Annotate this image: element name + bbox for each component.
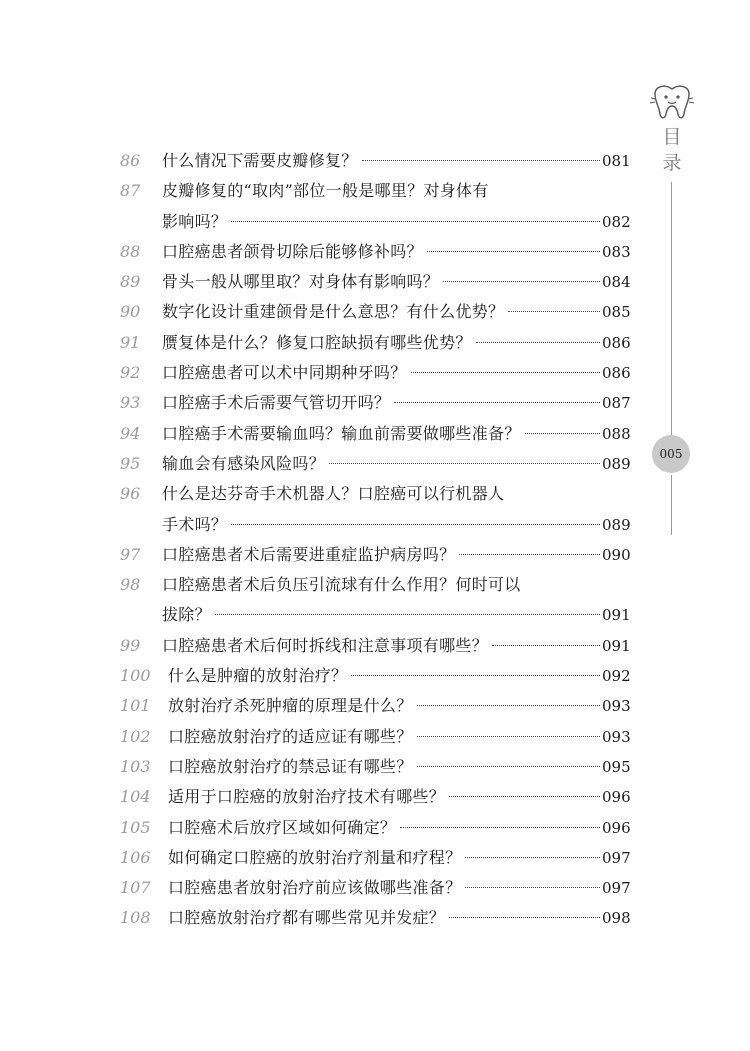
side-divider-top — [671, 182, 672, 435]
entry-page: 096 — [602, 818, 631, 837]
entry-page: 097 — [602, 848, 631, 867]
toc-entry[interactable] — [120, 631, 630, 661]
toc-entry[interactable] — [120, 146, 630, 176]
dot-leader — [351, 675, 600, 676]
entry-page: 087 — [602, 394, 631, 413]
entry-title: 口腔癌患者颌骨切除后能够修补吗？ — [162, 241, 423, 261]
entry-title: 输血会有感染风险吗？ — [162, 453, 326, 473]
toc-entry[interactable] — [120, 873, 630, 903]
entry-number: 108 — [120, 908, 151, 928]
entry-number: 98 — [120, 575, 141, 595]
entry-number: 107 — [120, 878, 151, 898]
dot-leader — [443, 281, 600, 282]
entry-number: 87 — [120, 181, 141, 201]
entry-title: 如何确定口腔癌的放射治疗剂量和疗程？ — [168, 847, 462, 867]
entry-title: 骨头一般从哪里取？对身体有影响吗？ — [162, 272, 440, 292]
dot-leader — [476, 342, 600, 343]
dot-leader — [400, 827, 600, 828]
toc-entry[interactable] — [120, 540, 630, 570]
entry-page: 084 — [602, 273, 631, 292]
entry-page: 090 — [602, 545, 631, 564]
entry-title: 什么是达芬奇手术机器人？口腔癌可以行机器人 — [162, 484, 505, 504]
dot-leader — [417, 705, 600, 706]
entry-title-continued: 影响吗？ — [162, 211, 228, 231]
entry-number: 93 — [120, 393, 141, 413]
entry-number: 106 — [120, 847, 151, 867]
entry-title: 口腔癌患者术后何时拆线和注意事项有哪些？ — [162, 635, 489, 655]
dot-leader — [525, 433, 600, 434]
entry-number: 103 — [120, 756, 151, 776]
entry-title: 适用于口腔癌的放射治疗技术有哪些？ — [168, 787, 446, 807]
toc-side-title — [661, 124, 683, 176]
entry-number: 90 — [120, 302, 141, 322]
toc-entry[interactable] — [120, 176, 630, 237]
dot-leader — [465, 887, 600, 888]
toc-entry[interactable] — [120, 297, 630, 327]
toc-entry[interactable] — [120, 843, 630, 873]
entry-number: 91 — [120, 332, 141, 352]
dot-leader — [508, 311, 600, 312]
entry-title: 口腔癌放射治疗的适应证有哪些？ — [168, 726, 413, 746]
toc-entry[interactable] — [120, 328, 630, 358]
toc-entry[interactable] — [120, 570, 630, 631]
entry-page: 082 — [602, 212, 631, 231]
dot-leader — [362, 160, 600, 161]
side-divider-bottom — [671, 475, 672, 535]
side-title-char: 录 — [662, 152, 682, 174]
entry-page: 097 — [602, 879, 631, 898]
dot-leader — [459, 554, 600, 555]
entry-number: 97 — [120, 544, 141, 564]
entry-title: 放射治疗杀死肿瘤的原理是什么？ — [168, 696, 413, 716]
entry-title: 什么情况下需要皮瓣修复？ — [162, 151, 358, 170]
toc-entry[interactable] — [120, 782, 630, 812]
toc-entry[interactable] — [120, 358, 630, 388]
entry-number: 101 — [120, 696, 151, 716]
entry-page: 088 — [602, 424, 631, 443]
toc-entry[interactable] — [120, 267, 630, 297]
toc-entry[interactable] — [120, 449, 630, 479]
entry-page: 098 — [602, 909, 631, 928]
dot-leader — [427, 251, 600, 252]
entry-title-continued: 手术吗？ — [162, 514, 228, 534]
toc-entry[interactable] — [120, 661, 630, 691]
dot-leader — [417, 736, 600, 737]
dot-leader — [411, 372, 600, 373]
entry-page: 086 — [602, 333, 631, 352]
entry-page: 093 — [602, 727, 631, 746]
entry-number: 100 — [120, 666, 151, 686]
entry-title-continued: 拔除？ — [162, 605, 211, 625]
entry-title: 口腔癌患者可以术中同期种牙吗？ — [162, 363, 407, 383]
entry-title: 口腔癌放射治疗都有哪些常见并发症？ — [168, 908, 446, 928]
entry-title: 口腔癌手术需要输血吗？输血前需要做哪些准备？ — [162, 423, 521, 443]
entry-page: 081 — [602, 152, 631, 170]
dot-leader — [231, 524, 600, 525]
entry-title: 皮瓣修复的“取肉”部位一般是哪里？对身体有 — [162, 181, 489, 201]
entry-page: 089 — [602, 454, 631, 473]
toc-entry[interactable] — [120, 722, 630, 752]
toc-entry[interactable] — [120, 752, 630, 782]
entry-number: 99 — [120, 635, 141, 655]
entry-title: 口腔癌放射治疗的禁忌证有哪些？ — [168, 756, 413, 776]
dot-leader — [231, 221, 600, 222]
toc-entry[interactable] — [120, 237, 630, 267]
entry-number: 96 — [120, 484, 141, 504]
entry-title: 什么是肿瘤的放射治疗？ — [168, 666, 348, 686]
dot-leader — [394, 402, 600, 403]
toc-entry[interactable] — [120, 479, 630, 540]
entry-title: 口腔癌患者术后负压引流球有什么作用？何时可以 — [162, 575, 521, 595]
entry-number: 95 — [120, 453, 141, 473]
toc-entry[interactable] — [120, 813, 630, 843]
toc-entry[interactable] — [120, 691, 630, 721]
entry-page: 092 — [602, 667, 631, 686]
entry-page: 091 — [602, 636, 631, 655]
dot-leader — [417, 766, 600, 767]
entry-number: 88 — [120, 241, 141, 261]
dot-leader — [449, 917, 600, 918]
entry-number: 92 — [120, 363, 141, 383]
entry-title: 赝复体是什么？修复口腔缺损有哪些优势？ — [162, 332, 472, 352]
toc-entry[interactable] — [120, 903, 630, 933]
dot-leader — [492, 645, 600, 646]
entry-number: 102 — [120, 726, 151, 746]
page-number-badge: 005 — [652, 435, 690, 473]
entry-title: 口腔癌患者术后需要进重症监护病房吗？ — [162, 544, 456, 564]
dot-leader — [465, 857, 600, 858]
entry-page: 085 — [602, 303, 631, 322]
entry-number: 86 — [120, 151, 141, 170]
entry-page: 096 — [602, 788, 631, 807]
entry-title: 口腔癌患者放射治疗前应该做哪些准备？ — [168, 878, 462, 898]
dot-leader — [329, 463, 600, 464]
toc-entry[interactable] — [120, 419, 630, 449]
entry-title: 数字化设计重建颌骨是什么意思？有什么优势？ — [162, 302, 505, 322]
entry-title: 口腔癌手术后需要气管切开吗？ — [162, 393, 391, 413]
tooth-mascot-icon — [649, 84, 695, 120]
dot-leader — [449, 796, 600, 797]
entry-number: 105 — [120, 817, 151, 837]
entry-page: 083 — [602, 242, 631, 261]
entry-page: 093 — [602, 697, 631, 716]
entry-number: 89 — [120, 272, 141, 292]
entry-number: 104 — [120, 787, 151, 807]
entry-page: 095 — [602, 757, 631, 776]
table-of-contents — [120, 146, 630, 934]
entry-title: 口腔癌术后放疗区域如何确定？ — [168, 817, 397, 837]
side-title-char: 目 — [662, 126, 682, 148]
entry-page: 086 — [602, 364, 631, 383]
dot-leader — [215, 614, 600, 615]
entry-number: 94 — [120, 423, 141, 443]
toc-entry[interactable] — [120, 388, 630, 418]
entry-page: 091 — [602, 606, 631, 625]
entry-page: 089 — [602, 515, 631, 534]
